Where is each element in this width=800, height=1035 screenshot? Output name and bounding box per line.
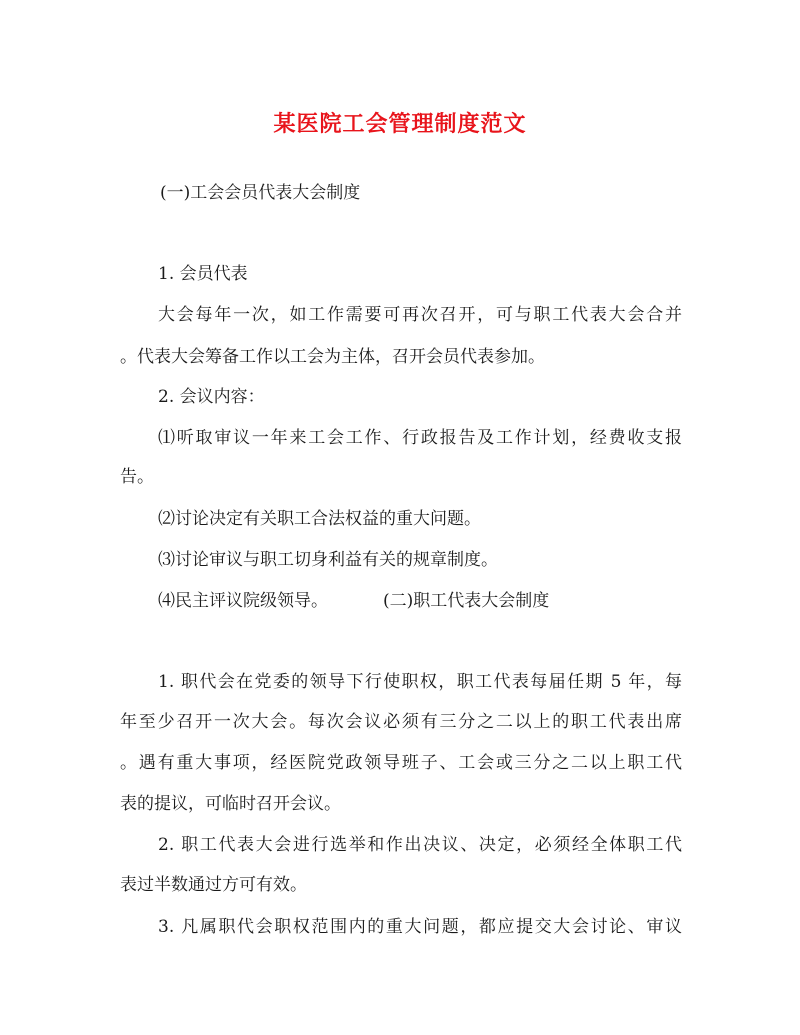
paragraph-line: ⑴听取审议一年来工会工作、行政报告及工作计划，经费收支报 [158, 428, 682, 448]
paragraph-line: 。代表大会筹备工作以工会为主体，召开会员代表参加。 [120, 347, 545, 367]
document-title: 某医院工会管理制度范文 [273, 111, 527, 137]
paragraph-line: 。遇有重大事项，经医院党政领导班子、工会或三分之二以上职工代 [120, 753, 682, 773]
paragraph-line: 3. 凡属职代会职权范围内的重大问题，都应提交大会讨论、审议 [158, 917, 682, 937]
item-heading: 1. 会员代表 [158, 264, 248, 284]
paragraph-line: 表的提议，可临时召开会议。 [120, 794, 341, 814]
item-heading: 2. 会议内容： [158, 387, 265, 407]
paragraph-line: 2. 职工代表大会进行选举和作出决议、决定，必须经全体职工代 [158, 835, 682, 855]
paragraph-line: 表过半数通过方可有效。 [120, 875, 307, 895]
section-heading-1: (一)工会会员代表大会制度 [160, 183, 361, 203]
paragraph-line: ⑷民主评议院级领导。 [158, 591, 328, 611]
paragraph-line: 告。 [120, 467, 154, 487]
paragraph-line: 1. 职代会在党委的领导下行使职权，职工代表每届任期 5 年，每 [158, 672, 682, 692]
paragraph-line: ⑵讨论决定有关职工合法权益的重大问题。 [158, 509, 481, 529]
paragraph-line: 年至少召开一次大会。每次会议必须有三分之二以上的职工代表出席 [120, 712, 682, 732]
paragraph-line: ⑶讨论审议与职工切身利益有关的规章制度。 [158, 550, 498, 570]
section-heading-2: (二)职工代表大会制度 [383, 591, 550, 611]
paragraph-line: 大会每年一次，如工作需要可再次召开，可与职工代表大会合并 [158, 305, 682, 325]
